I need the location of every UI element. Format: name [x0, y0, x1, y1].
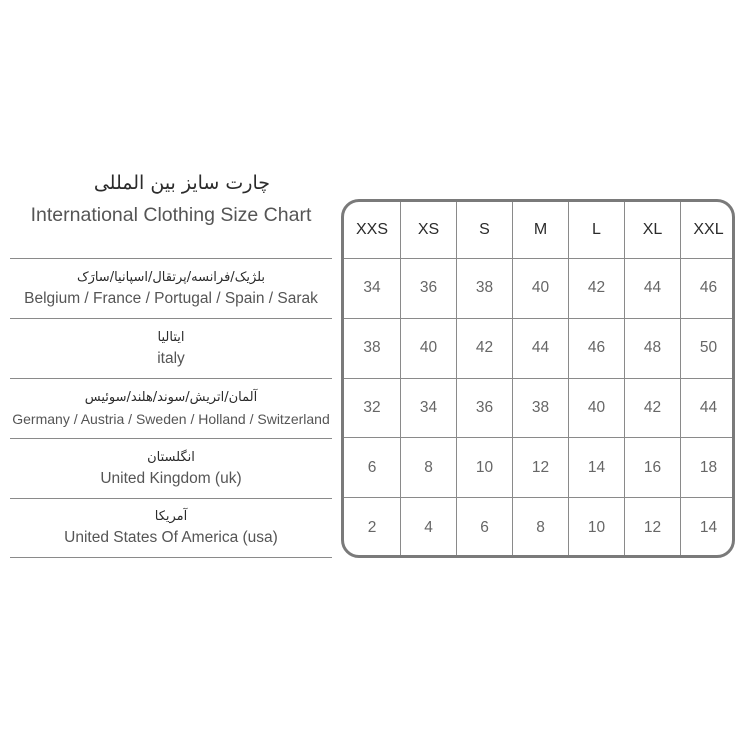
size-value-cell: 38: [512, 379, 568, 438]
size-value-cell: 16: [624, 438, 680, 497]
size-value-cell: 46: [680, 259, 735, 318]
country-label-english: italy: [157, 349, 185, 367]
size-value-cell: 4: [400, 498, 456, 557]
size-value-cell: 34: [363, 279, 381, 297]
size-header-row: [344, 202, 732, 258]
size-value-cell: 44: [512, 319, 568, 378]
size-value-cell: 18: [680, 438, 735, 497]
country-row: [10, 258, 332, 318]
country-row: [10, 378, 332, 438]
size-value-row: [344, 318, 732, 378]
size-value-cell: 2: [367, 518, 377, 536]
size-value-cell: 32: [363, 398, 381, 416]
country-label-persian: ایتالیا: [157, 329, 185, 345]
size-value-row: [344, 258, 732, 318]
size-value-cell: 38: [456, 259, 512, 318]
size-value-cell: 40: [512, 259, 568, 318]
size-header-cell: XL: [624, 202, 680, 258]
country-label-persian: آمریکا: [154, 509, 188, 524]
size-value-row: [344, 497, 732, 557]
size-value-cell: 6: [367, 458, 377, 476]
country-row: [10, 438, 332, 498]
country-row: [10, 318, 332, 378]
title-persian: چارت سایز بین المللی: [93, 172, 270, 194]
size-value-cell: 14: [568, 438, 624, 497]
size-value-cell: 42: [568, 259, 624, 318]
size-value-cell: 8: [512, 498, 568, 557]
size-header-cell: XS: [400, 202, 456, 258]
size-value-cell: 40: [568, 379, 624, 438]
size-value-cell: 46: [568, 319, 624, 378]
size-value-cell: 10: [568, 498, 624, 557]
size-value-cell: 14: [680, 498, 735, 557]
country-row: [10, 498, 332, 558]
size-value-cell: 50: [680, 319, 735, 378]
size-value-cell: 12: [512, 438, 568, 497]
size-header-cell: M: [512, 202, 568, 258]
chart-title: [10, 172, 332, 227]
size-value-cell: 12: [624, 498, 680, 557]
size-value-cell: 36: [400, 259, 456, 318]
country-label-english: United States Of America (usa): [64, 529, 278, 546]
size-value-cell: 40: [400, 319, 456, 378]
size-value-cell: 44: [624, 259, 680, 318]
country-label-english: Germany / Austria / Sweden / Holland / Switzerland: [12, 410, 330, 427]
size-value-cell: 34: [400, 379, 456, 438]
size-header-cell: S: [456, 202, 512, 258]
country-labels: [10, 258, 332, 558]
country-label-english: Belgium / France / Portugal / Spain / Sarak: [24, 289, 318, 307]
country-label-persian: آلمان/اتریش/سوند/هلند/سوئیس: [84, 389, 258, 405]
size-value-cell: 42: [456, 319, 512, 378]
size-value-row: [344, 437, 732, 497]
country-label-persian: انگلستان: [147, 449, 195, 465]
size-value-cell: 48: [624, 319, 680, 378]
size-value-cell: 42: [624, 379, 680, 438]
country-label-english: United Kingdom (uk): [100, 469, 242, 487]
size-value-cell: 8: [400, 438, 456, 497]
size-value-cell: 44: [680, 379, 735, 438]
size-header-cell: XXS: [355, 221, 388, 238]
size-header-cell: XXL: [680, 202, 735, 258]
size-grid: [341, 199, 735, 558]
size-value-row: [344, 378, 732, 438]
size-value-cell: 6: [456, 498, 512, 557]
size-value-cell: 38: [363, 339, 381, 357]
size-header-cell: L: [568, 202, 624, 258]
title-english: International Clothing Size Chart: [30, 204, 312, 226]
country-label-persian: بلژیک/فرانسه/پرتقال/اسپانیا/سارَک: [76, 269, 266, 285]
size-value-cell: 36: [456, 379, 512, 438]
size-value-cell: 10: [456, 438, 512, 497]
